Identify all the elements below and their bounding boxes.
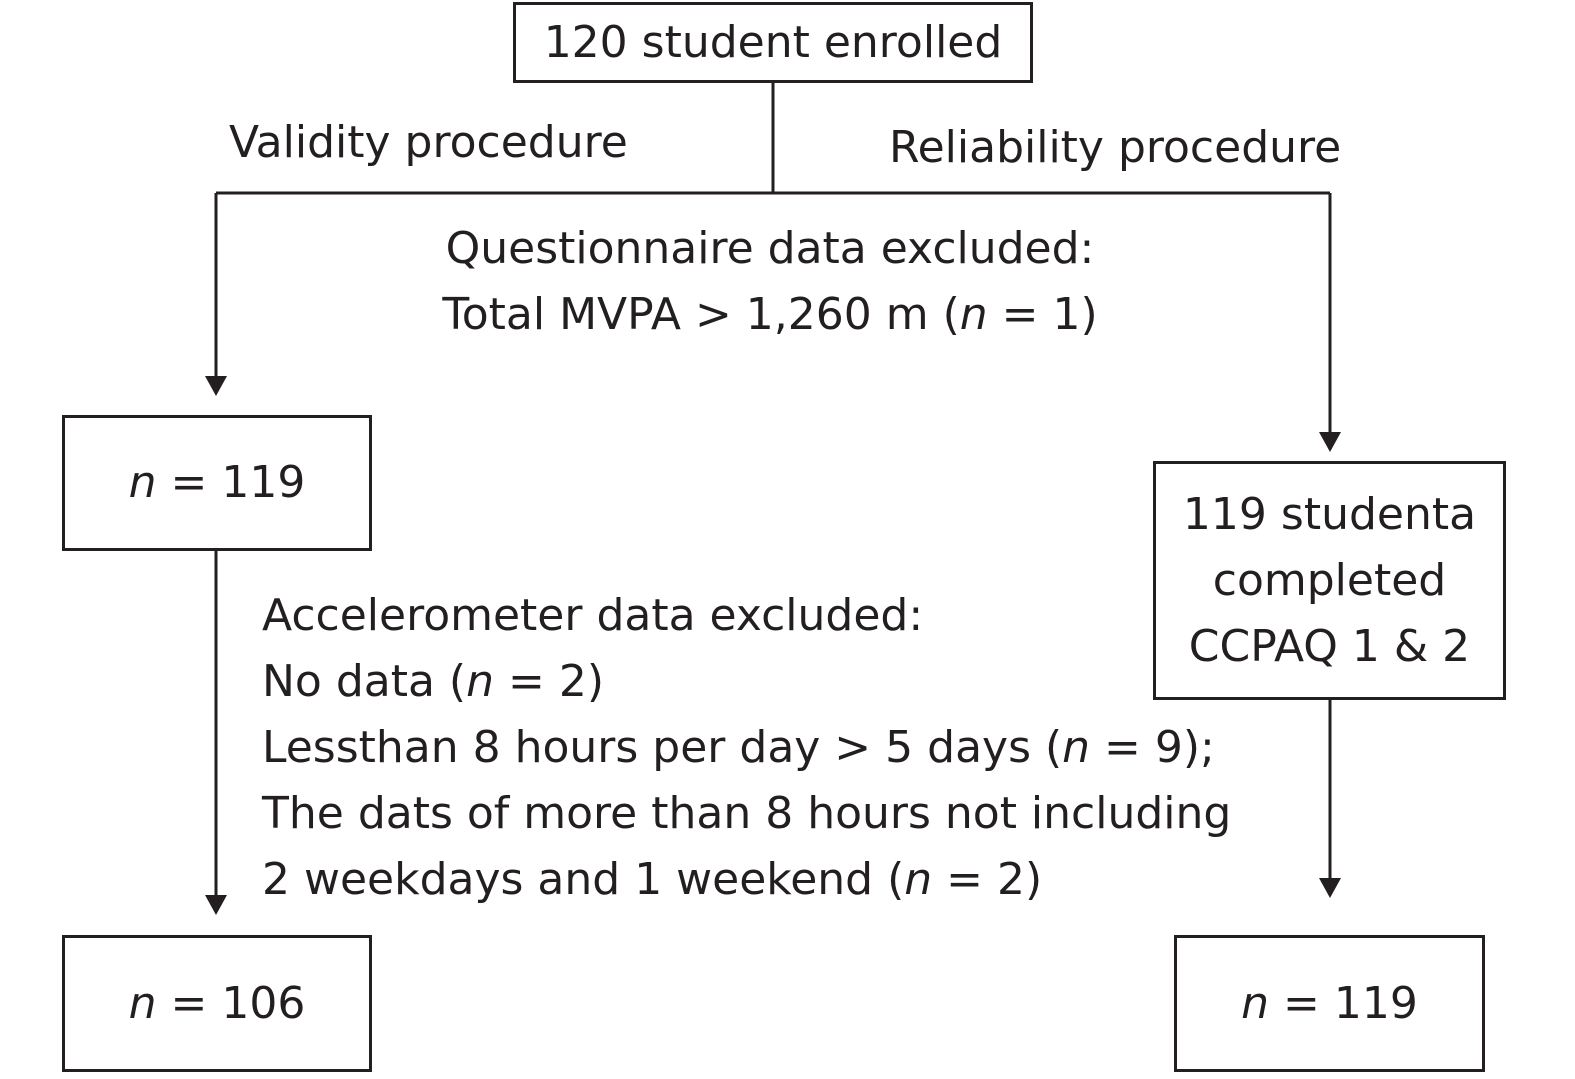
validity-arrowhead-2	[205, 895, 227, 915]
accelerometer-exclusion-note	[262, 583, 1231, 913]
validity-arrowhead-1	[205, 376, 227, 396]
reliability-arrowhead-2	[1319, 878, 1341, 898]
reliability-completed-line-2: completed	[1212, 554, 1447, 606]
questionnaire-exclusion-note	[420, 216, 1120, 348]
enrolled-box	[513, 2, 1033, 83]
exclusion-item-days-line-1: The dats of more than 8 hours not including	[262, 788, 1232, 839]
validity-final-box	[62, 935, 372, 1072]
exclusion-item-days-line-2: 2 weekdays and 1 weekend (n = 2)	[262, 854, 1043, 905]
reliability-final-box	[1174, 935, 1485, 1072]
reliability-completed-line-3: CCPAQ 1 & 2	[1188, 620, 1471, 672]
exclusion-item-wear-time: Lessthan 8 hours per day > 5 days (n = 9);	[262, 722, 1215, 773]
validity-sample-box	[62, 415, 372, 551]
questionnaire-exclusion-criterion: Total MVPA > 1,260 m (n = 1)	[442, 289, 1098, 340]
validity-sample-text: n = 119	[128, 457, 306, 508]
reliability-procedure-label: Reliability procedure	[889, 122, 1342, 173]
validity-final-text: n = 106	[128, 977, 306, 1029]
reliability-arrowhead-1	[1319, 432, 1341, 452]
accelerometer-exclusion-title: Accelerometer data excluded:	[262, 590, 924, 641]
validity-procedure-label: Validity procedure	[229, 117, 628, 168]
exclusion-item-no-data: No data (n = 2)	[262, 656, 604, 707]
enrolled-text: 120 student enrolled	[543, 16, 1003, 68]
questionnaire-exclusion-title: Questionnaire data excluded:	[445, 223, 1095, 274]
reliability-completed-line-1: 119 studenta	[1182, 488, 1477, 540]
reliability-final-text: n = 119	[1241, 977, 1418, 1029]
